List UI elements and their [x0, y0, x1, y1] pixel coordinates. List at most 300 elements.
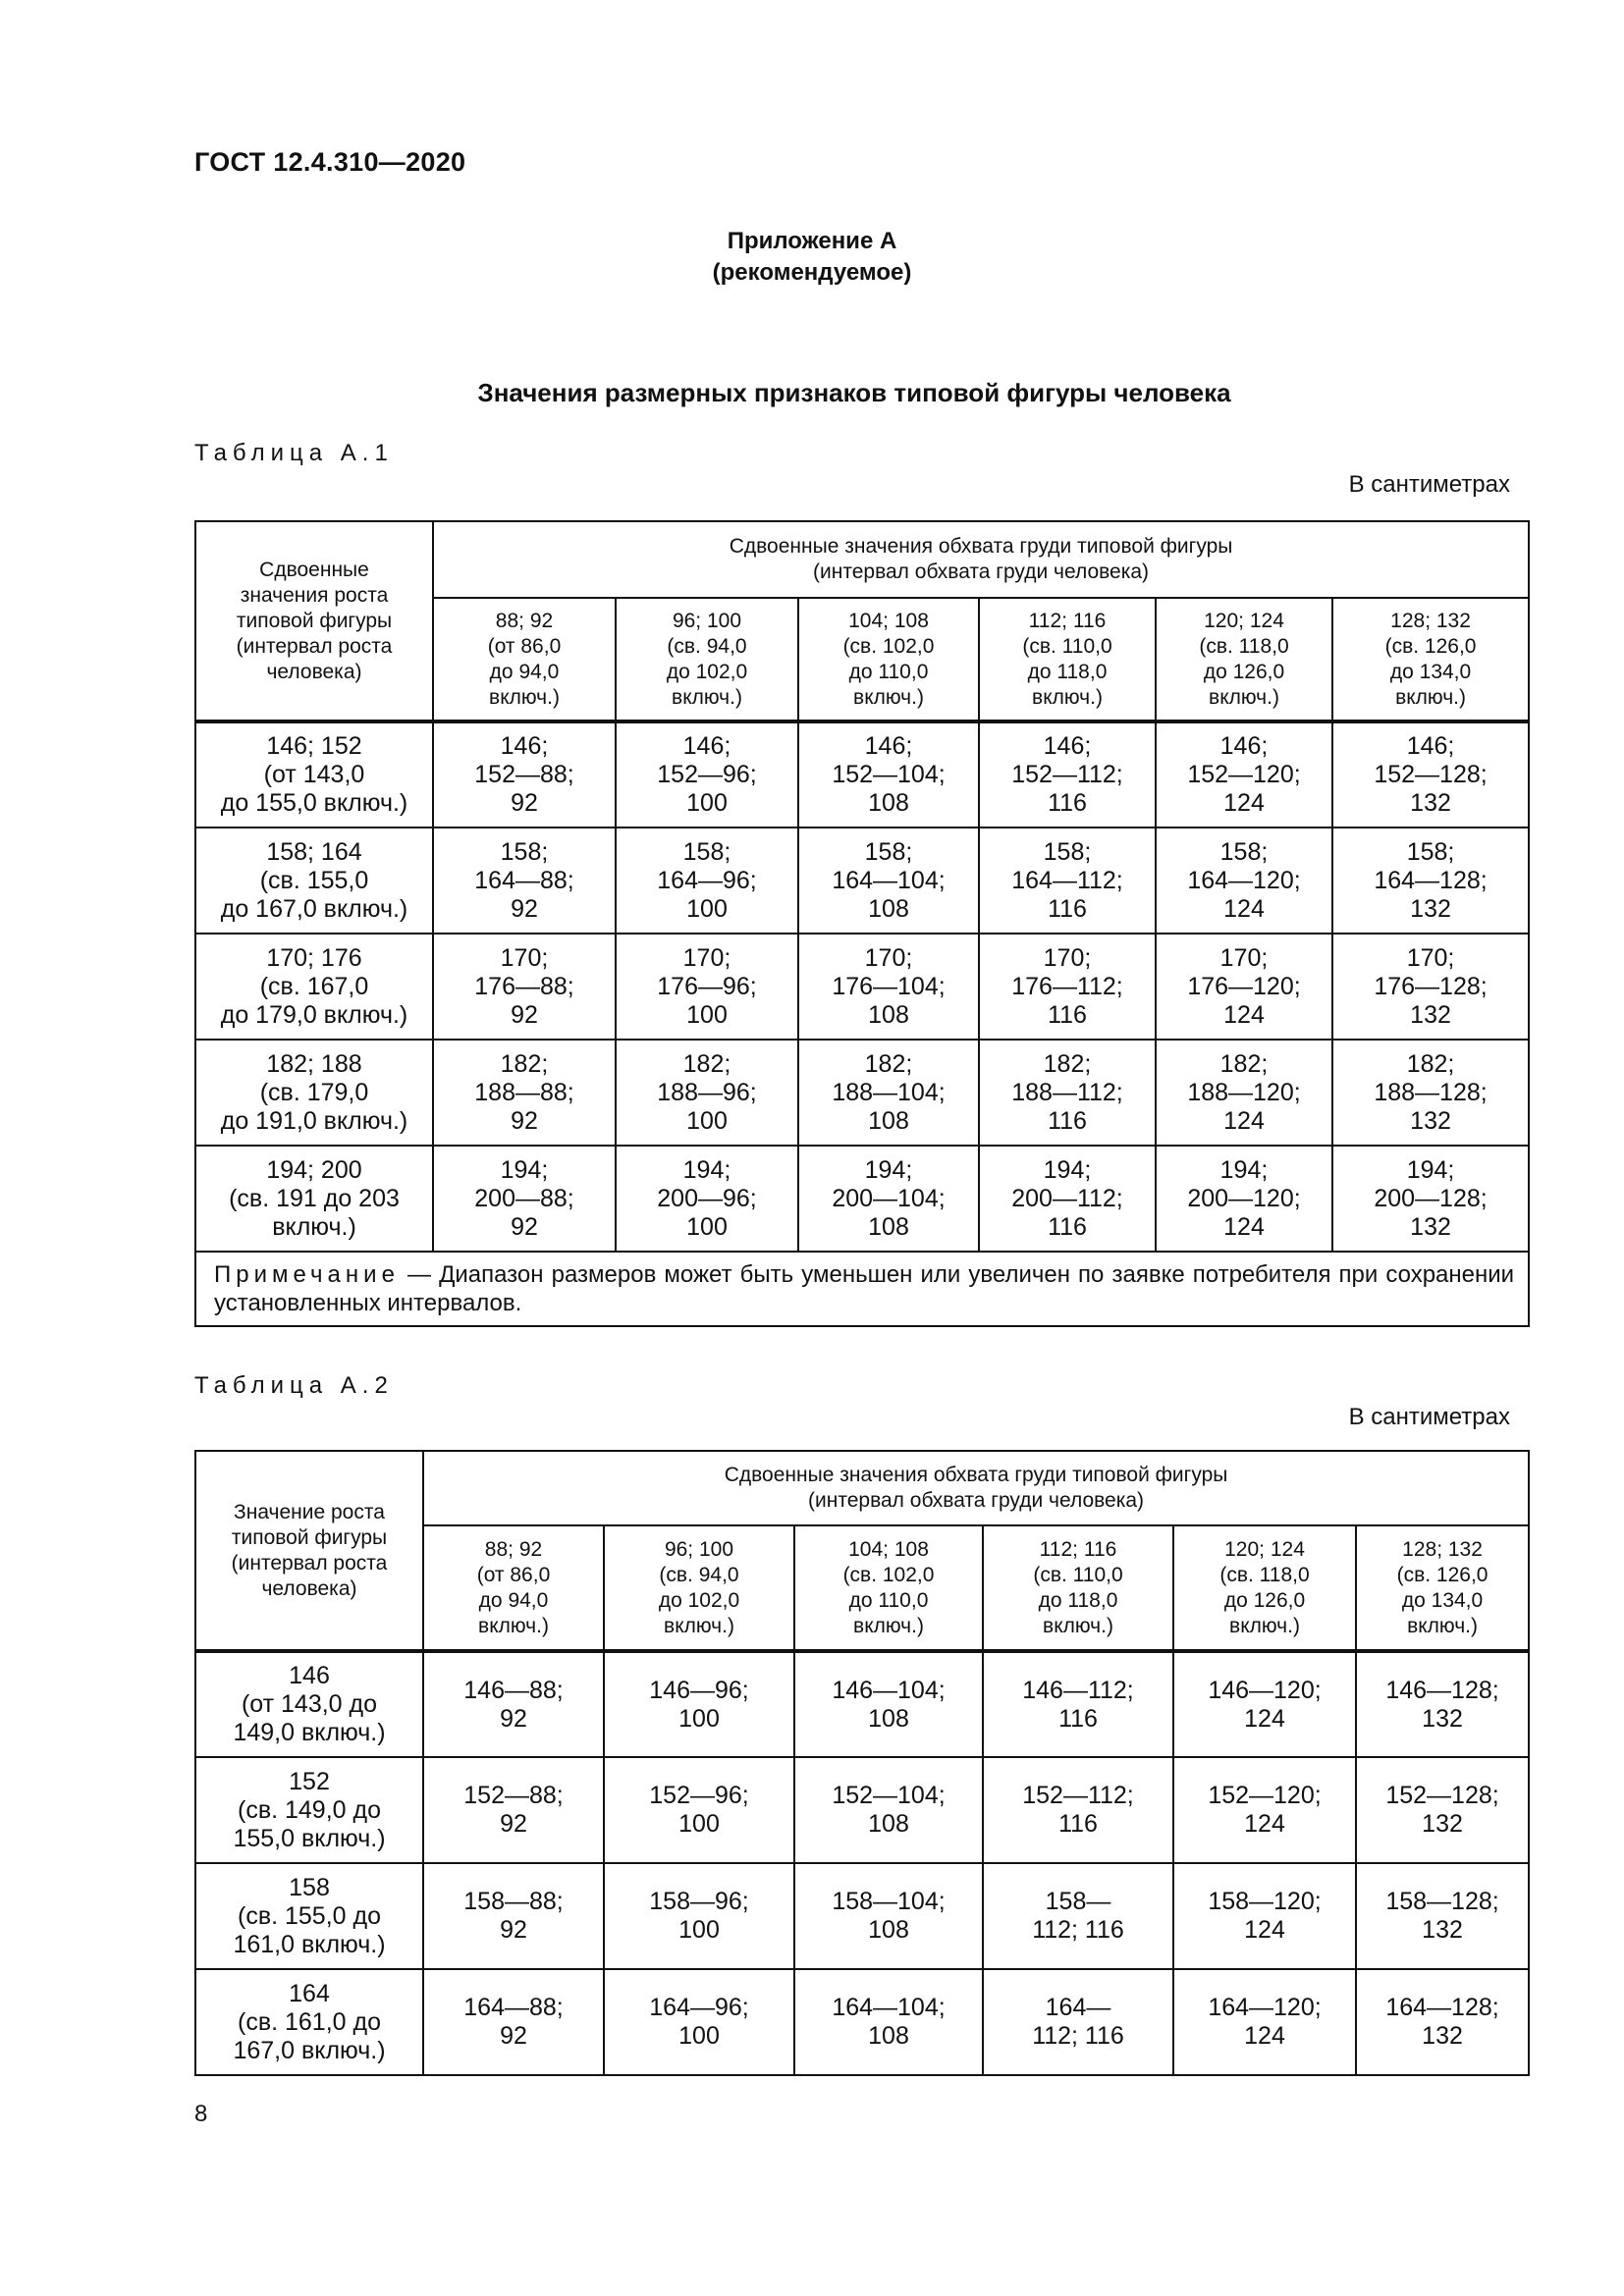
cell-line: (св. 102,0	[842, 1563, 935, 1586]
cell-line: 200—120;	[1187, 1184, 1301, 1212]
cell-line: 152—96;	[657, 761, 757, 788]
cell-line: (св. 118,0	[1199, 634, 1289, 658]
cell-line: 164—112;	[1011, 866, 1123, 894]
cell-line: 158;	[864, 837, 913, 866]
cell-line: включ.)	[1229, 1614, 1300, 1637]
cell-line: до 126,0	[1203, 660, 1285, 683]
cell-line: 194;	[500, 1155, 549, 1184]
cell-line: (от 143,0 до	[241, 1690, 378, 1718]
cell-line: 112; 116	[1032, 1916, 1124, 1944]
group-header-cell	[433, 521, 1529, 598]
cell-line: 124	[1223, 789, 1265, 817]
cell-line: 112; 116	[1028, 609, 1107, 632]
cell-line: 164—120;	[1208, 1994, 1322, 2021]
cell-line: 124	[1244, 1916, 1285, 1944]
cell-line: 124	[1223, 1000, 1265, 1029]
cell-line: до 94,0	[489, 660, 560, 683]
data-cell	[433, 934, 616, 1040]
cell-line: 152—120;	[1187, 761, 1301, 788]
cell-line: включ.)	[853, 1614, 924, 1637]
cell-line: (от 86,0	[476, 1563, 551, 1586]
data-cell	[616, 721, 798, 828]
cell-line: 100	[686, 894, 728, 923]
data-cell	[798, 934, 979, 1040]
cell-line: 194;	[1219, 1155, 1269, 1184]
data-cell	[1156, 934, 1332, 1040]
header-row	[195, 1451, 1529, 1525]
cell-line: 146;	[500, 732, 549, 760]
cell-line: 176—120;	[1187, 972, 1301, 1000]
cell-line: (интервал роста	[231, 1551, 388, 1575]
data-cell	[1332, 828, 1529, 934]
column-header-cell	[979, 598, 1156, 721]
cell-line: 152—104;	[832, 761, 946, 788]
cell-line: 132	[1422, 1704, 1463, 1733]
annex-title: Приложение А	[727, 228, 897, 254]
data-cell	[798, 721, 979, 828]
cell-line: 188—112;	[1011, 1078, 1123, 1106]
cell-line: 188—104;	[832, 1078, 946, 1106]
cell-line: 146;	[1406, 732, 1455, 760]
cell-line: 158—96;	[649, 1888, 749, 1915]
cell-line: включ.)	[672, 685, 742, 709]
cell-line: 116	[1048, 1106, 1087, 1135]
cell-line: включ.)	[1043, 1614, 1113, 1637]
cell-line: 132	[1422, 1916, 1463, 1944]
data-cell	[423, 1969, 604, 2075]
data-cell	[433, 721, 616, 828]
cell-line: 92	[511, 894, 538, 923]
row-label-cell	[195, 1040, 433, 1146]
cell-line: включ.)	[853, 685, 924, 709]
row-label-cell	[195, 1651, 423, 1757]
cell-line: 152—112;	[1011, 761, 1123, 788]
row-label-cell	[195, 721, 433, 828]
cell-line: 128; 132	[1390, 609, 1471, 632]
cell-line: 170;	[864, 943, 913, 972]
cell-line: включ.)	[478, 1614, 549, 1637]
cell-line: (св. 102,0	[842, 634, 935, 658]
data-cell	[1356, 1969, 1529, 2075]
cell-line: 164	[289, 1979, 330, 2007]
note-prefix: Примечание	[214, 1261, 400, 1288]
cell-line: 158;	[500, 837, 549, 866]
cell-line: 164—120;	[1187, 866, 1301, 894]
cell-line: 170;	[500, 943, 549, 972]
data-cell	[979, 828, 1156, 934]
column-header-cell	[604, 1525, 794, 1651]
annex-status: (рекомендуемое)	[712, 259, 912, 286]
cell-line: до 134,0	[1401, 1588, 1484, 1612]
cell-line: 92	[511, 1000, 538, 1029]
cell-line: 146;	[1043, 732, 1092, 760]
cell-line: 176—88;	[474, 972, 574, 1000]
cell-line: (интервал обхвата груди человека)	[813, 561, 1150, 583]
cell-line: Сдвоенные значения обхвата груди типовой фигуры	[724, 1464, 1228, 1486]
data-cell	[604, 1757, 794, 1863]
cell-line: 152—120;	[1208, 1782, 1322, 1809]
data-cell	[604, 1651, 794, 1757]
page-number: 8	[194, 2101, 208, 2127]
cell-line: 152	[289, 1767, 330, 1795]
cell-line: 170;	[682, 943, 731, 972]
cell-line: 96; 100	[664, 1537, 734, 1561]
header-row	[195, 521, 1529, 598]
cell-line: включ.)	[1032, 685, 1103, 709]
cell-line: человека)	[266, 660, 362, 683]
cell-line: (св. 149,0 до	[238, 1795, 381, 1824]
cell-line: 170;	[1219, 943, 1269, 972]
cell-line: 132	[1422, 2022, 1463, 2050]
cell-line: 108	[868, 2022, 909, 2050]
cell-line: 132	[1410, 1212, 1451, 1241]
cell-line: до 191,0 включ.)	[220, 1106, 408, 1135]
column-header-cell	[423, 1525, 604, 1651]
cell-line: 100	[686, 789, 728, 817]
cell-line: (от 86,0	[487, 634, 562, 658]
cell-line: Значение роста	[234, 1500, 385, 1523]
cell-line: (св. 161,0 до	[238, 2007, 381, 2036]
cell-line: 152—104;	[832, 1782, 946, 1809]
table-row	[195, 1757, 1529, 1863]
cell-line: 146;	[864, 732, 913, 760]
table-a1-label: Таблица А.1	[194, 440, 394, 466]
cell-line: 88; 92	[484, 1537, 543, 1561]
data-cell	[1173, 1757, 1356, 1863]
cell-line: 158;	[1406, 837, 1455, 866]
column-header-cell	[1332, 598, 1529, 721]
cell-line: 132	[1410, 894, 1451, 923]
cell-line: 149,0 включ.)	[233, 1719, 386, 1746]
cell-line: 164—104;	[832, 866, 946, 894]
cell-line: 200—88;	[474, 1184, 574, 1212]
cell-line: 152—88;	[463, 1782, 564, 1809]
cell-line: 152—128;	[1385, 1782, 1499, 1809]
cell-line: 158;	[1219, 837, 1269, 866]
data-cell	[983, 1651, 1173, 1757]
data-cell	[798, 1040, 979, 1146]
column-header-cell	[616, 598, 798, 721]
data-cell	[604, 1863, 794, 1969]
table-row	[195, 1651, 1529, 1757]
cell-line: значения роста	[240, 583, 389, 607]
cell-line: 96; 100	[672, 609, 742, 632]
row-label-cell	[195, 1863, 423, 1969]
note-row	[195, 1252, 1529, 1326]
data-cell	[1173, 1651, 1356, 1757]
cell-line: 158—120;	[1208, 1888, 1322, 1915]
cell-line: 188—88;	[474, 1078, 574, 1106]
cell-line: 158—104;	[832, 1888, 946, 1915]
data-cell	[1156, 1146, 1332, 1252]
table-row	[195, 1863, 1529, 1969]
data-cell	[798, 828, 979, 934]
table-a2-body	[195, 1451, 1529, 2075]
cell-line: 146—128;	[1385, 1676, 1499, 1704]
cell-line: 170; 176	[266, 943, 362, 972]
cell-line: 120; 124	[1224, 1537, 1305, 1561]
cell-line: 158;	[1043, 837, 1092, 866]
cell-line: 132	[1410, 789, 1451, 817]
cell-line: 194;	[1406, 1155, 1455, 1184]
cell-line: 158—128;	[1385, 1888, 1499, 1915]
cell-line: 124	[1223, 1212, 1265, 1241]
cell-line: 170;	[1406, 943, 1455, 972]
data-cell	[1332, 1146, 1529, 1252]
cell-line: 200—112;	[1011, 1184, 1123, 1212]
column-header-cell	[433, 598, 616, 721]
cell-line: 124	[1223, 1106, 1265, 1135]
cell-line: 194;	[864, 1155, 913, 1184]
cell-line: человека)	[261, 1576, 357, 1600]
data-cell	[433, 1146, 616, 1252]
data-cell	[1173, 1969, 1356, 2075]
data-cell	[983, 1863, 1173, 1969]
cell-line: 92	[511, 1106, 538, 1135]
table-row	[195, 721, 1529, 828]
cell-line: (от 143,0	[263, 761, 365, 788]
cell-line: 108	[868, 1000, 909, 1029]
cell-line: 146—120;	[1208, 1676, 1322, 1704]
cell-line: (св. 126,0	[1396, 1563, 1489, 1586]
cell-line: до 126,0	[1223, 1588, 1306, 1612]
column-header-cell	[1156, 598, 1332, 721]
table-row	[195, 1040, 1529, 1146]
cell-line: 100	[678, 1810, 720, 1838]
cell-line: 182;	[500, 1049, 549, 1078]
data-cell	[433, 828, 616, 934]
cell-line: включ.)	[272, 1212, 356, 1241]
cell-line: 158—	[1045, 1888, 1111, 1915]
cell-line: типовой фигуры	[231, 1525, 388, 1549]
column-header-cell	[798, 598, 979, 721]
cell-line: 164—96;	[657, 866, 757, 894]
cell-line: включ.)	[1395, 685, 1466, 709]
cell-line: 188—120;	[1187, 1078, 1301, 1106]
column-header-cell	[1173, 1525, 1356, 1651]
cell-line: 158	[289, 1873, 330, 1901]
cell-line: 108	[868, 789, 909, 817]
table-a2	[194, 1450, 1530, 2076]
data-cell	[794, 1863, 983, 1969]
cell-line: 176—112;	[1011, 972, 1123, 1000]
data-cell	[983, 1969, 1173, 2075]
row-header-cell	[195, 1451, 423, 1651]
cell-line: 128; 132	[1402, 1537, 1483, 1561]
data-cell	[616, 1146, 798, 1252]
cell-line: 92	[500, 1704, 527, 1733]
cell-line: 158;	[682, 837, 731, 866]
cell-line: 108	[868, 1106, 909, 1135]
cell-line: 200—104;	[832, 1184, 946, 1212]
cell-line: 112; 116	[1032, 2022, 1124, 2050]
cell-line: (св. 110,0	[1033, 1563, 1123, 1586]
cell-line: 176—128;	[1374, 972, 1488, 1000]
cell-line: 116	[1058, 1810, 1098, 1838]
column-header-cell	[794, 1525, 983, 1651]
cell-line: 146	[289, 1662, 330, 1689]
cell-line: 152—112;	[1022, 1782, 1134, 1809]
cell-line: 194; 200	[266, 1155, 362, 1184]
cell-line: 100	[678, 1704, 720, 1733]
cell-line: 164—	[1045, 1994, 1111, 2021]
table-row	[195, 1969, 1529, 2075]
cell-line: 200—128;	[1374, 1184, 1488, 1212]
cell-line: (св. 94,0	[659, 1563, 739, 1586]
cell-line: до 179,0 включ.)	[220, 1000, 408, 1029]
cell-line: 182;	[1043, 1049, 1092, 1078]
data-cell	[616, 1040, 798, 1146]
cell-line: 92	[500, 1810, 527, 1838]
table-row	[195, 828, 1529, 934]
cell-line: 124	[1223, 894, 1265, 923]
cell-line: до 118,0	[1038, 1588, 1118, 1612]
cell-line: 146;	[1219, 732, 1269, 760]
cell-line: 100	[686, 1106, 728, 1135]
cell-line: до 167,0 включ.)	[220, 894, 408, 923]
cell-line: до 134,0	[1389, 660, 1472, 683]
table-row	[195, 934, 1529, 1040]
row-label-cell	[195, 1757, 423, 1863]
table-a1	[194, 520, 1530, 1327]
cell-line: 124	[1244, 1810, 1285, 1838]
cell-line: 152—88;	[474, 761, 574, 788]
cell-line: 100	[678, 2022, 720, 2050]
cell-line: 167,0 включ.)	[233, 2036, 386, 2064]
cell-line: до 110,0	[848, 1588, 929, 1612]
cell-line: 92	[511, 789, 538, 817]
data-cell	[1356, 1863, 1529, 1969]
cell-line: 146;	[682, 732, 731, 760]
row-header-cell	[195, 521, 433, 721]
table-a1-units: В сантиметрах	[1348, 471, 1510, 498]
cell-line: (св. 126,0	[1384, 634, 1477, 658]
cell-line: 92	[511, 1212, 538, 1241]
standard-designation: ГОСТ 12.4.310—2020	[194, 147, 466, 177]
cell-line: до 94,0	[478, 1588, 549, 1612]
cell-line: 152—96;	[649, 1782, 749, 1809]
cell-line: 116	[1048, 894, 1087, 923]
data-cell	[979, 1040, 1156, 1146]
cell-line: 108	[868, 1704, 909, 1733]
cell-line: 158; 164	[266, 837, 362, 866]
cell-line: 194;	[682, 1155, 731, 1184]
data-cell	[983, 1757, 1173, 1863]
cell-line: до 102,0	[666, 660, 748, 683]
group-header-cell	[423, 1451, 1529, 1525]
cell-line: (св. 118,0	[1219, 1563, 1310, 1586]
cell-line: 176—104;	[832, 972, 946, 1000]
data-cell	[1156, 721, 1332, 828]
cell-line: 155,0 включ.)	[233, 1824, 386, 1852]
data-cell	[1156, 828, 1332, 934]
data-cell	[1156, 1040, 1332, 1146]
cell-line: 170;	[1043, 943, 1092, 972]
cell-line: включ.)	[1407, 1614, 1478, 1637]
cell-line: 100	[678, 1916, 720, 1944]
cell-line: Сдвоенные	[259, 558, 369, 581]
row-label-cell	[195, 1969, 423, 2075]
cell-line: 146—112;	[1022, 1676, 1134, 1704]
cell-line: 116	[1048, 1000, 1087, 1029]
cell-line: 104; 108	[848, 1537, 929, 1561]
data-cell	[1356, 1651, 1529, 1757]
cell-line: (интервал обхвата груди человека)	[808, 1489, 1145, 1512]
cell-line: 112; 116	[1039, 1537, 1117, 1561]
cell-line: 108	[868, 1916, 909, 1944]
cell-line: 188—96;	[657, 1078, 757, 1106]
data-cell	[798, 1146, 979, 1252]
cell-line: 164—128;	[1385, 1994, 1499, 2021]
cell-line: 100	[686, 1212, 728, 1241]
cell-line: Сдвоенные значения обхвата груди типовой фигуры	[729, 535, 1233, 558]
table-a1-body	[195, 521, 1529, 1326]
section-title: Значения размерных признаков типовой фигуры человека	[477, 378, 1231, 407]
data-cell	[794, 1969, 983, 2075]
data-cell	[604, 1969, 794, 2075]
cell-line: 182;	[1219, 1049, 1269, 1078]
column-header-cell	[1356, 1525, 1529, 1651]
cell-line: типовой фигуры	[236, 609, 393, 632]
cell-line: 200—96;	[657, 1184, 757, 1212]
cell-line: 182;	[682, 1049, 731, 1078]
cell-line: 161,0 включ.)	[233, 1930, 386, 1958]
data-cell	[1332, 934, 1529, 1040]
cell-line: 164—96;	[649, 1994, 749, 2021]
cell-line: 108	[868, 1212, 909, 1241]
data-cell	[616, 934, 798, 1040]
cell-line: 164—104;	[832, 1994, 946, 2021]
cell-line: 182;	[864, 1049, 913, 1078]
table-row	[195, 1146, 1529, 1252]
cell-line: 124	[1244, 2022, 1285, 2050]
cell-line: 158—88;	[463, 1888, 564, 1915]
cell-line: 164—128;	[1374, 866, 1488, 894]
cell-line: 132	[1410, 1000, 1451, 1029]
cell-line: (св. 155,0	[259, 866, 369, 894]
cell-line: до 118,0	[1027, 660, 1108, 683]
cell-line: 116	[1048, 1212, 1087, 1241]
column-header-cell	[983, 1525, 1173, 1651]
data-cell	[1173, 1863, 1356, 1969]
data-cell	[794, 1651, 983, 1757]
cell-line: 164—88;	[474, 866, 574, 894]
cell-line: 164—88;	[463, 1994, 564, 2021]
cell-line: (интервал роста	[236, 634, 393, 658]
cell-line: 188—128;	[1374, 1078, 1488, 1106]
cell-line: (св. 94,0	[667, 634, 747, 658]
note-text: — Диапазон размеров может быть уменьшен или увеличен по заявке потребителя при сохранении установленных интервалов.	[214, 1261, 1515, 1316]
row-label-cell	[195, 934, 433, 1040]
cell-line: 176—96;	[657, 972, 757, 1000]
cell-line: 92	[500, 2022, 527, 2050]
cell-line: 146—96;	[649, 1676, 749, 1704]
cell-line: 108	[868, 1810, 909, 1838]
cell-line: 120; 124	[1204, 609, 1284, 632]
cell-line: до 110,0	[848, 660, 929, 683]
data-cell	[1356, 1757, 1529, 1863]
cell-line: 88; 92	[495, 609, 554, 632]
data-cell	[423, 1863, 604, 1969]
row-label-cell	[195, 1146, 433, 1252]
cell-line: (св. 110,0	[1022, 634, 1112, 658]
cell-line: (св. 167,0	[259, 972, 369, 1000]
cell-line: 124	[1244, 1704, 1285, 1733]
data-cell	[979, 934, 1156, 1040]
cell-line: до 102,0	[658, 1588, 740, 1612]
data-cell	[423, 1757, 604, 1863]
data-cell	[433, 1040, 616, 1146]
